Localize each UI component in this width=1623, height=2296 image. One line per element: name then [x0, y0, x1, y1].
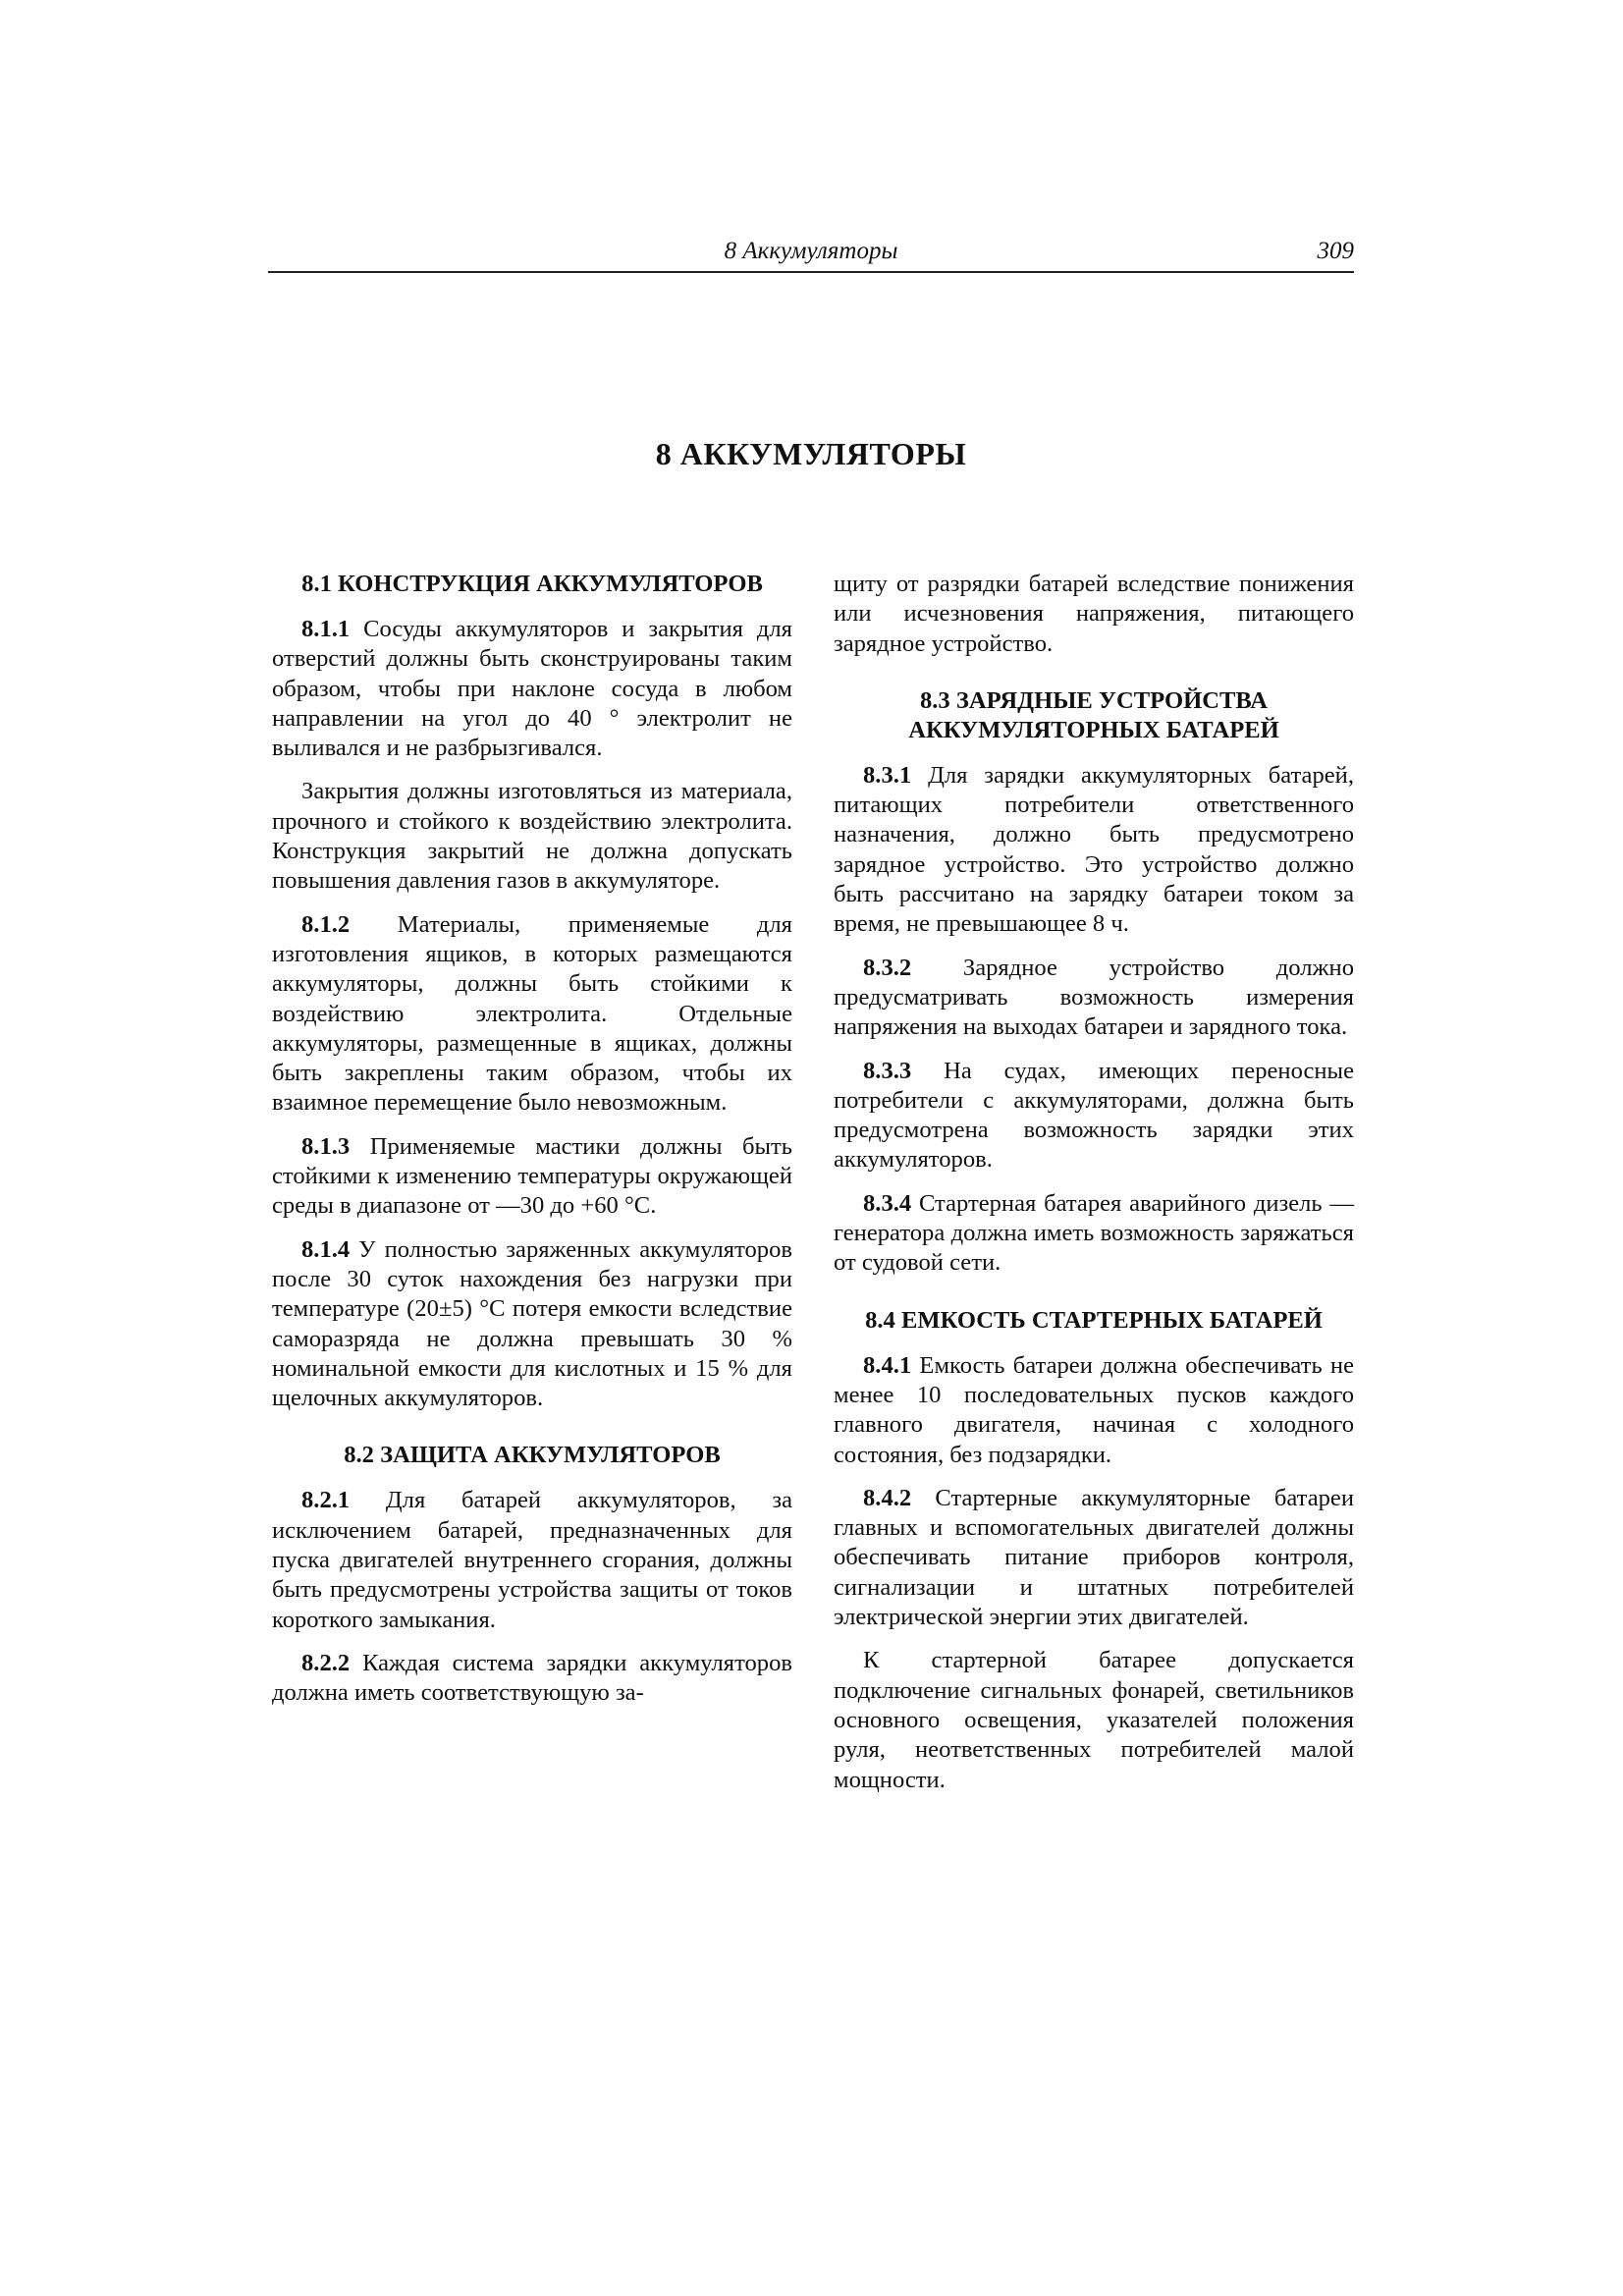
section-heading-8-3 [834, 686, 1354, 745]
paragraph-8-3-1 [834, 761, 1354, 940]
section-heading-line: АККУМУЛЯТОРНЫХ БАТАРЕЙ [908, 716, 1279, 743]
paragraph-text: Емкость батареи должна обеспечивать не менее 10 последовательных пусков каждого главного двигателя, начиная с холодного состояния, без подзарядки. [834, 1351, 1354, 1468]
paragraph-8-4-2-cont: К стартерной батарее допускается подключение сигнальных фонарей, светильников основного освещения, указателей положения руля, неответственных потребителей малой мощности. [834, 1647, 1354, 1793]
page-number: 309 [1317, 238, 1354, 264]
page-header [268, 236, 1354, 273]
paragraph-text: Применяемые мастики должны быть стойкими к изменению температуры окружающей среды в диапазоне от —30 до +60 °С. [272, 1132, 792, 1220]
clause-number: 8.4.2 [863, 1484, 912, 1511]
section-heading-8-1: 8.1 КОНСТРУКЦИЯ АККУМУЛЯТОРОВ [301, 571, 763, 597]
right-column [834, 570, 1354, 1809]
spacer [834, 673, 1354, 686]
clause-number: 8.2.2 [301, 1649, 351, 1676]
clause-number: 8.1.1 [301, 616, 351, 642]
section-heading-line: 8.3 ЗАРЯДНЫЕ УСТРОЙСТВА [919, 686, 1269, 714]
clause-number: 8.1.4 [301, 1235, 351, 1263]
spacer [834, 1292, 1354, 1306]
paragraph-text: Каждая система зарядки аккумуляторов должна иметь соответствующую за- [272, 1649, 792, 1707]
paragraph-8-4-2 [834, 1484, 1354, 1632]
paragraph-8-2-2 [272, 1649, 792, 1709]
paragraph-8-1-3 [272, 1132, 792, 1222]
section-heading-8-4: 8.4 ЕМКОСТЬ СТАРТЕРНЫХ БАТАРЕЙ [865, 1306, 1323, 1334]
clause-number: 8.2.1 [301, 1487, 351, 1514]
paragraph-8-3-2 [834, 954, 1354, 1043]
paragraph-text: Материалы, применяемые для изготовления ящиков, в которых размещаются аккумуляторы, должны быть стойкими к воздействию электролита. Отдельные аккумуляторы, размещенные в ящиках, должны быть закреплены таким образом, чтобы их взаимное перемещение было невозможным. [272, 910, 792, 1117]
paragraph-8-1-4 [272, 1235, 792, 1414]
paragraph-text: Сосуды аккумуляторов и закрытия для отверстий должны быть сконструированы таким образом, чтобы при наклоне сосуда в любом направлении на угол до 40 ° электролит не выливался и не разбрызгивался. [272, 616, 792, 762]
paragraph-text: Для батарей аккумуляторов, за исключением батарей, предназначенных для пуска двигателей внутреннего сгорания, должны быть предусмотрены устройства защиты от токов короткого замыкания. [272, 1487, 792, 1633]
paragraph-text: Зарядное устройство должно предусматривать возможность измерения напряжения на выходах батареи и зарядного тока. [834, 954, 1354, 1041]
paragraph-text: Для зарядки аккумуляторных батарей, питающих потребители ответственного назначения, должно быть предусмотрено зарядное устройство. Это устройство должно быть рассчитано на зарядку батареи током за время, не превышающее 8 ч. [834, 761, 1354, 938]
paragraph-8-1-1 [272, 615, 792, 763]
paragraph-8-2-1 [272, 1486, 792, 1634]
clause-number: 8.4.1 [863, 1351, 912, 1379]
spacer [272, 1427, 792, 1441]
paragraph-text: Стартерная батарея аварийного дизель — генератора должна иметь возможность заряжаться от судовой сети. [834, 1189, 1354, 1277]
paragraph-8-1-2 [272, 910, 792, 1119]
paragraph-8-4-1 [834, 1351, 1354, 1470]
left-column [272, 570, 792, 1722]
clause-number: 8.3.4 [863, 1189, 912, 1217]
clause-number: 8.3.1 [863, 761, 912, 789]
paragraph-text: На судах, имеющих переносные потребители с аккумуляторами, должна быть предусмотрена возможность зарядки этих аккумуляторов. [834, 1057, 1354, 1174]
clause-number: 8.3.2 [863, 954, 912, 981]
paragraph-8-3-3 [834, 1057, 1354, 1175]
paragraph-text: Стартерные аккумуляторные батареи главных и вспомогательных двигателей должны обеспечивать питание приборов контроля, сигнализации и штатных потребителей электрической энергии этих двигателей. [834, 1484, 1354, 1631]
paragraph-8-2-2-cont: щиту от разрядки батарей вследствие понижения или исчезновения напряжения, питающего зарядное устройство. [834, 571, 1354, 657]
section-heading-8-2: 8.2 ЗАЩИТА АККУМУЛЯТОРОВ [344, 1442, 721, 1469]
running-title: 8 Аккумуляторы [724, 238, 898, 264]
paragraph-text: У полностью заряженных аккумуляторов после 30 суток нахождения без нагрузки при температуре (20±5) °С потеря емкости вследствие саморазряда не должна превышать 30 % номинальной емкости для кислотных и 15 % для щелочных аккумуляторов. [272, 1235, 792, 1412]
chapter-title: 8 АККУМУЛЯТОРЫ [655, 436, 967, 471]
clause-number: 8.1.2 [301, 910, 351, 938]
clause-number: 8.1.3 [301, 1132, 351, 1160]
paragraph-8-1-1-cont: Закрытия должны изготовляться из материала, прочного и стойкого к воздействию электролита. Конструкция закрытий не должна допускать повышения давления газов в аккумуляторе. [272, 778, 792, 895]
paragraph-8-3-4 [834, 1189, 1354, 1279]
clause-number: 8.3.3 [863, 1057, 912, 1084]
